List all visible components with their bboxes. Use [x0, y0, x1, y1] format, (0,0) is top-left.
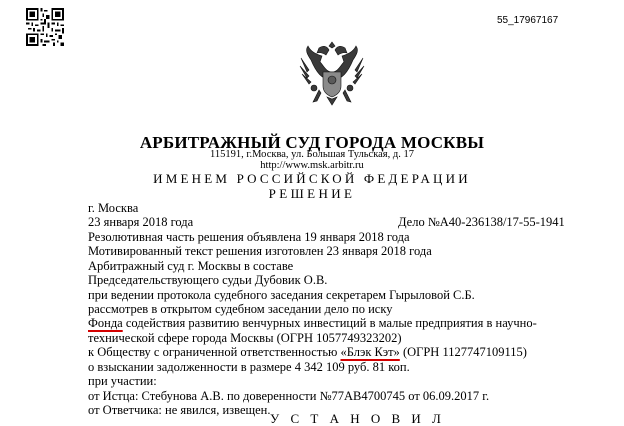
coat-of-arms-icon — [297, 38, 367, 110]
plaintiff-word: Фонда — [88, 316, 123, 330]
court-website: http://www.msk.arbitr.ru — [260, 160, 364, 171]
defendant-prefix: к Обществу с ограниченной ответственностью — [88, 345, 341, 359]
defendant-suffix: (ОГРН 1127747109115) — [399, 345, 527, 359]
decision-date: 23 января 2018 года — [88, 215, 194, 229]
decision-title: РЕШЕНИЕ — [268, 186, 356, 201]
case-number: Дело №А40-236138/17-55-1941 — [398, 215, 565, 229]
defendant-name: «Блэк Кэт» — [340, 345, 400, 359]
secretary-line: при ведении протокола судебного заседания секретарем Гырыловой С.Б. — [88, 288, 475, 302]
resolution-line: Резолютивная часть решения объявлена 19 января 2018 года — [88, 230, 410, 244]
plaintiff-line-2: технической сфере города Москвы (ОГРН 1057749323202) — [88, 331, 402, 345]
court-name: АРБИТРАЖНЫЙ СУД ГОРОДА МОСКВЫ — [139, 133, 485, 152]
city: г. Москва — [88, 201, 139, 215]
court-address: 115191, г.Москва, ул. Большая Тульская, д. 17 — [210, 149, 414, 160]
claim-line: о взыскании задолженности в размере 4 342 109 руб. 81 коп. — [88, 360, 410, 374]
defendant-representative-line: от Ответчика: не явился, извещен. — [88, 403, 271, 417]
judge-line: Председательствующего судьи Дубовик О.В. — [88, 273, 328, 287]
plaintiff-representative-line: от Истца: Стебунова А.В. по доверенности №77АВ4700745 от 06.09.2017 г. — [88, 389, 490, 403]
considering-line: рассмотрев в открытом судебном заседании дело по иску — [88, 302, 393, 316]
document-id: 55_17967167 — [497, 15, 559, 26]
participation-line: при участии: — [88, 374, 157, 388]
full-text-line: Мотивированный текст решения изготовлен 23 января 2018 года — [88, 244, 432, 258]
qr-code-icon — [26, 8, 64, 46]
plaintiff-text-1: содействия развитию венчурных инвестиций в малые предприятия в научно- — [122, 316, 537, 330]
defendant-line — [88, 346, 527, 359]
established-heading: У С Т А Н О В И Л — [270, 411, 445, 426]
in-the-name-of-heading: ИМЕНЕМ РОССИЙСКОЙ ФЕДЕРАЦИИ — [153, 171, 471, 186]
court-composition-line: Арбитражный суд г. Москвы в составе — [88, 259, 294, 273]
plaintiff-line-1 — [88, 317, 537, 330]
